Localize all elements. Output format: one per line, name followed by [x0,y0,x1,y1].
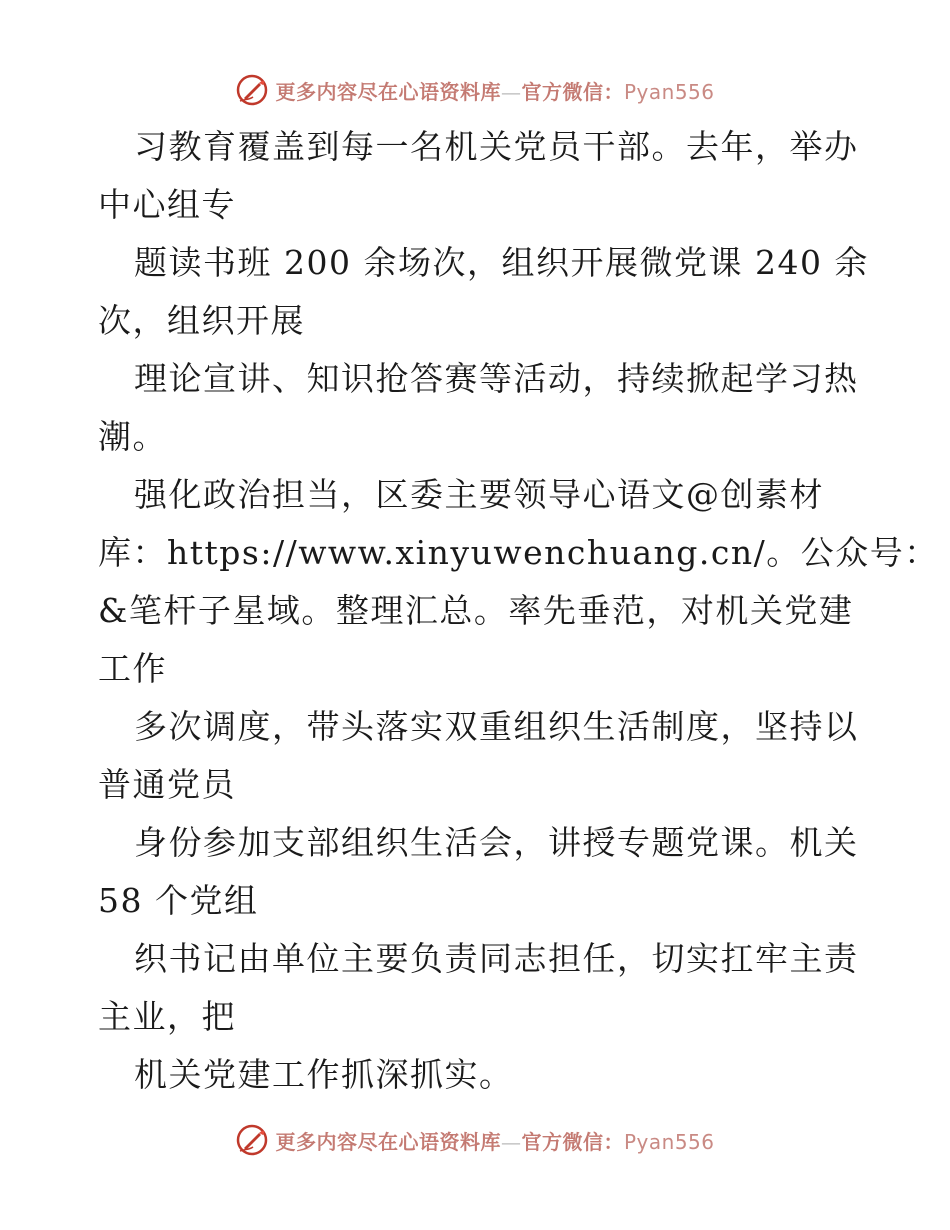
text-line: 身份参加支部组织生活会，讲授专题党课。机关 [134,823,859,862]
text-line: 题读书班 200 余场次，组织开展微党课 240 余 [134,243,869,282]
text-line: 机关党建工作抓深抓实。 [134,1055,514,1094]
text-line: 工作 [98,649,167,688]
text-line: 理论宣讲、知识抢答赛等活动，持续掀起学习热 [134,359,859,398]
watermark-dash: — [500,79,522,104]
text-line: 织书记由单位主要负责同志担任，切实扛牢主责 [134,939,859,978]
quill-logo-icon [235,1123,269,1157]
text-line: 库：https://www.xinyuwenchuang.cn/。公众号： [98,533,939,572]
text-line: &笔杆子星域。整理汇总。率先垂范，对机关党建 [98,591,854,630]
text-line: 多次调度，带头落实双重组织生活制度，坚持以 [134,707,859,746]
text-line: 中心组专 [98,185,236,224]
text-line: 次，组织开展 [98,301,305,340]
quill-logo-icon [235,73,269,107]
watermark-wechat-id: Pyan556 [623,1129,715,1154]
watermark-site-name: 更多内容尽在心语资料库 [275,1129,501,1154]
text-line: 习教育覆盖到每一名机关党员干部。去年，举办 [134,127,859,166]
footer-watermark [0,1120,950,1160]
watermark-text [275,76,714,105]
text-line: 普通党员 [98,765,236,804]
watermark-dash: — [500,1129,522,1154]
watermark-text [275,1126,714,1155]
watermark-contact-label: 官方微信： [521,79,624,104]
text-line: 强化政治担当，区委主要领导心语文@创素材 [134,475,824,514]
document-body [98,118,939,1104]
header-watermark [0,70,950,110]
text-line: 主业，把 [98,997,236,1036]
watermark-site-name: 更多内容尽在心语资料库 [275,79,501,104]
text-line: 58 个党组 [98,881,259,920]
watermark-contact-label: 官方微信： [521,1129,624,1154]
text-line: 潮。 [98,417,167,456]
watermark-wechat-id: Pyan556 [623,79,715,104]
